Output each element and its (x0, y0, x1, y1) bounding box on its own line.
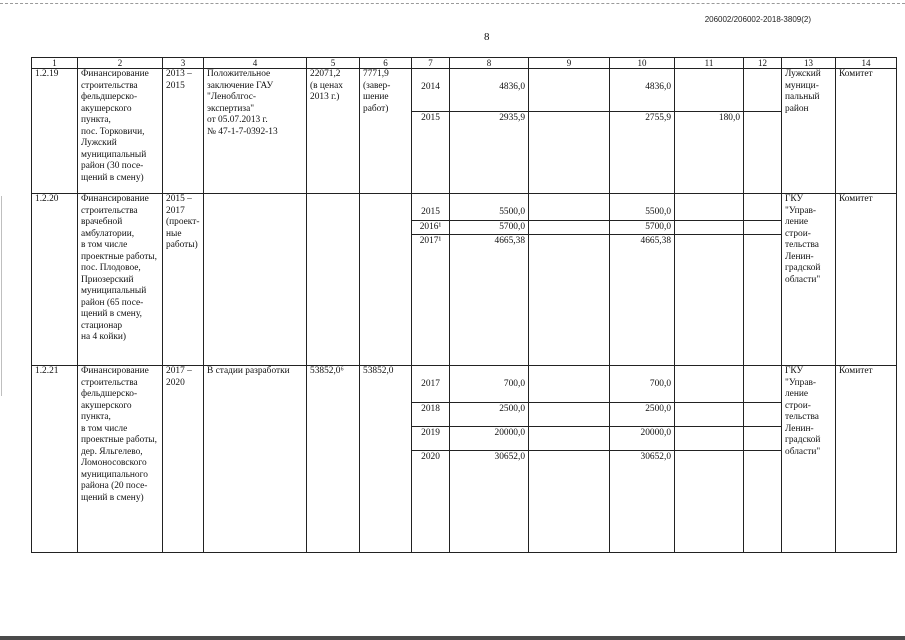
other-value (744, 234, 781, 236)
row-id: 1.2.20 (32, 194, 78, 366)
year: 2020 (412, 450, 449, 464)
estimated-cost (307, 194, 360, 366)
total-value: 700,0 (503, 378, 525, 389)
scan-top-dashed-line (0, 3, 905, 4)
approval-document (204, 194, 307, 366)
column-number: 10 (610, 58, 675, 69)
total-value: 4836,0 (499, 81, 525, 92)
other-value (744, 450, 781, 452)
year: 2017 (421, 378, 440, 389)
federal-cell (529, 194, 610, 366)
total-cell (450, 366, 529, 553)
other-cell (744, 366, 782, 553)
other-value (744, 426, 781, 450)
executor: Комитет (836, 69, 897, 194)
year: 2019 (412, 426, 449, 450)
local-value (675, 234, 743, 236)
column-number: 1 (32, 58, 78, 69)
regional-cell (610, 194, 675, 366)
column-number: 9 (529, 58, 610, 69)
other-cell (744, 194, 782, 366)
local-value (675, 426, 743, 450)
remaining-cost (360, 194, 412, 366)
local-value (675, 81, 743, 111)
column-number: 12 (744, 58, 782, 69)
regional-value: 4836,0 (645, 81, 671, 92)
customer: Лужский муници-пальный район (782, 69, 836, 194)
local-cell (675, 366, 744, 553)
year: 2017¹ (412, 234, 449, 248)
federal-value (529, 402, 609, 426)
local-cell (675, 69, 744, 194)
row-id: 1.2.21 (32, 366, 78, 553)
object-name: Финансирование строительства фельдшерско-акушерского пункта, пос. Торковичи, Лужский муниципальный район (30 посе-щений в смену) (78, 69, 163, 194)
year-cell (412, 69, 450, 194)
local-value (675, 402, 743, 426)
object-name: Финансирование строительства фельдшерско-акушерского пункта, в том числе проектные работы, дер. Яльгелево, Ломоносовского муниципального района (20 посе-щений в смену) (78, 366, 163, 553)
total-cell (450, 69, 529, 194)
local-value (675, 378, 743, 402)
federal-value (529, 111, 609, 113)
other-value (744, 111, 781, 113)
column-number: 6 (360, 58, 412, 69)
year: 2016¹ (412, 220, 449, 234)
year: 2015 (421, 206, 440, 217)
regional-value: 5500,0 (645, 206, 671, 217)
local-value (675, 220, 743, 234)
column-number: 5 (307, 58, 360, 69)
federal-value (529, 81, 609, 111)
year: 2014 (421, 81, 440, 92)
local-value: 180,0 (675, 111, 743, 125)
approval-document: В стадии разработки (204, 366, 307, 553)
total-value: 4665,38 (450, 234, 528, 248)
scan-bottom-edge (0, 636, 905, 640)
total-value: 5500,0 (499, 206, 525, 217)
federal-cell (529, 366, 610, 553)
table-row (32, 194, 897, 366)
document-reference: 206002/206002-2018-3809(2) (704, 15, 811, 24)
remaining-cost: 7771,9 (завер-шение работ) (360, 69, 412, 194)
table-row (32, 69, 897, 194)
other-value (744, 220, 781, 234)
local-cell (675, 194, 744, 366)
federal-value (529, 234, 609, 236)
regional-value: 2500,0 (610, 402, 674, 426)
remaining-cost: 53852,0 (360, 366, 412, 553)
regional-value: 5700,0 (610, 220, 674, 234)
total-value: 5700,0 (450, 220, 528, 234)
column-number: 14 (836, 58, 897, 69)
program-table (31, 57, 897, 553)
regional-value: 700,0 (649, 378, 671, 389)
row-id: 1.2.19 (32, 69, 78, 194)
executor: Комитет (836, 366, 897, 553)
executor: Комитет (836, 194, 897, 366)
regional-value: 20000,0 (610, 426, 674, 450)
regional-value: 30652,0 (610, 450, 674, 464)
regional-value: 2755,9 (610, 111, 674, 125)
regional-value: 4665,38 (610, 234, 674, 248)
local-value (675, 206, 743, 220)
federal-value (529, 426, 609, 450)
scan-margin-line (1, 196, 2, 396)
column-number-row (32, 58, 897, 69)
estimated-cost: 53852,0⁶ (307, 366, 360, 553)
column-number: 8 (450, 58, 529, 69)
other-value (744, 206, 781, 220)
year-cell (412, 194, 450, 366)
federal-value (529, 378, 609, 402)
total-value: 2500,0 (450, 402, 528, 426)
year-cell (412, 366, 450, 553)
customer: ГКУ "Управ-ление строи-тельства Ленин-градской области" (782, 366, 836, 553)
column-number: 13 (782, 58, 836, 69)
column-number: 7 (412, 58, 450, 69)
year: 2018 (412, 402, 449, 426)
estimated-cost: 22071,2 (в ценах 2013 г.) (307, 69, 360, 194)
approval-document: Положительное заключение ГАУ "Леноблгос-экспертиза" от 05.07.2013 г. № 47-1-7-0392-13 (204, 69, 307, 194)
federal-value (529, 206, 609, 220)
other-value (744, 402, 781, 426)
column-number: 11 (675, 58, 744, 69)
federal-cell (529, 69, 610, 194)
page-number: 8 (484, 31, 490, 43)
total-cell (450, 194, 529, 366)
object-name: Финансирование строительства врачебной амбулатории, в том числе проектные работы, пос. Плодовое, Приозерский муниципальный район (65 посе-щений в смену, стационар на 4 койки) (78, 194, 163, 366)
other-value (744, 81, 781, 111)
federal-value (529, 450, 609, 452)
total-value: 2935,9 (450, 111, 528, 125)
table-row (32, 366, 897, 553)
local-value (675, 450, 743, 452)
customer: ГКУ "Управ-ление строи-тельства Ленин-градской области" (782, 194, 836, 366)
total-value: 20000,0 (450, 426, 528, 450)
other-value (744, 378, 781, 402)
period: 2013 – 2015 (163, 69, 204, 194)
column-number: 2 (78, 58, 163, 69)
other-cell (744, 69, 782, 194)
period: 2015 – 2017 (проект-ные работы) (163, 194, 204, 366)
column-number: 4 (204, 58, 307, 69)
regional-cell (610, 69, 675, 194)
year: 2015 (412, 111, 449, 125)
column-number: 3 (163, 58, 204, 69)
period: 2017 – 2020 (163, 366, 204, 553)
regional-cell (610, 366, 675, 553)
total-value: 30652,0 (450, 450, 528, 464)
federal-value (529, 220, 609, 234)
